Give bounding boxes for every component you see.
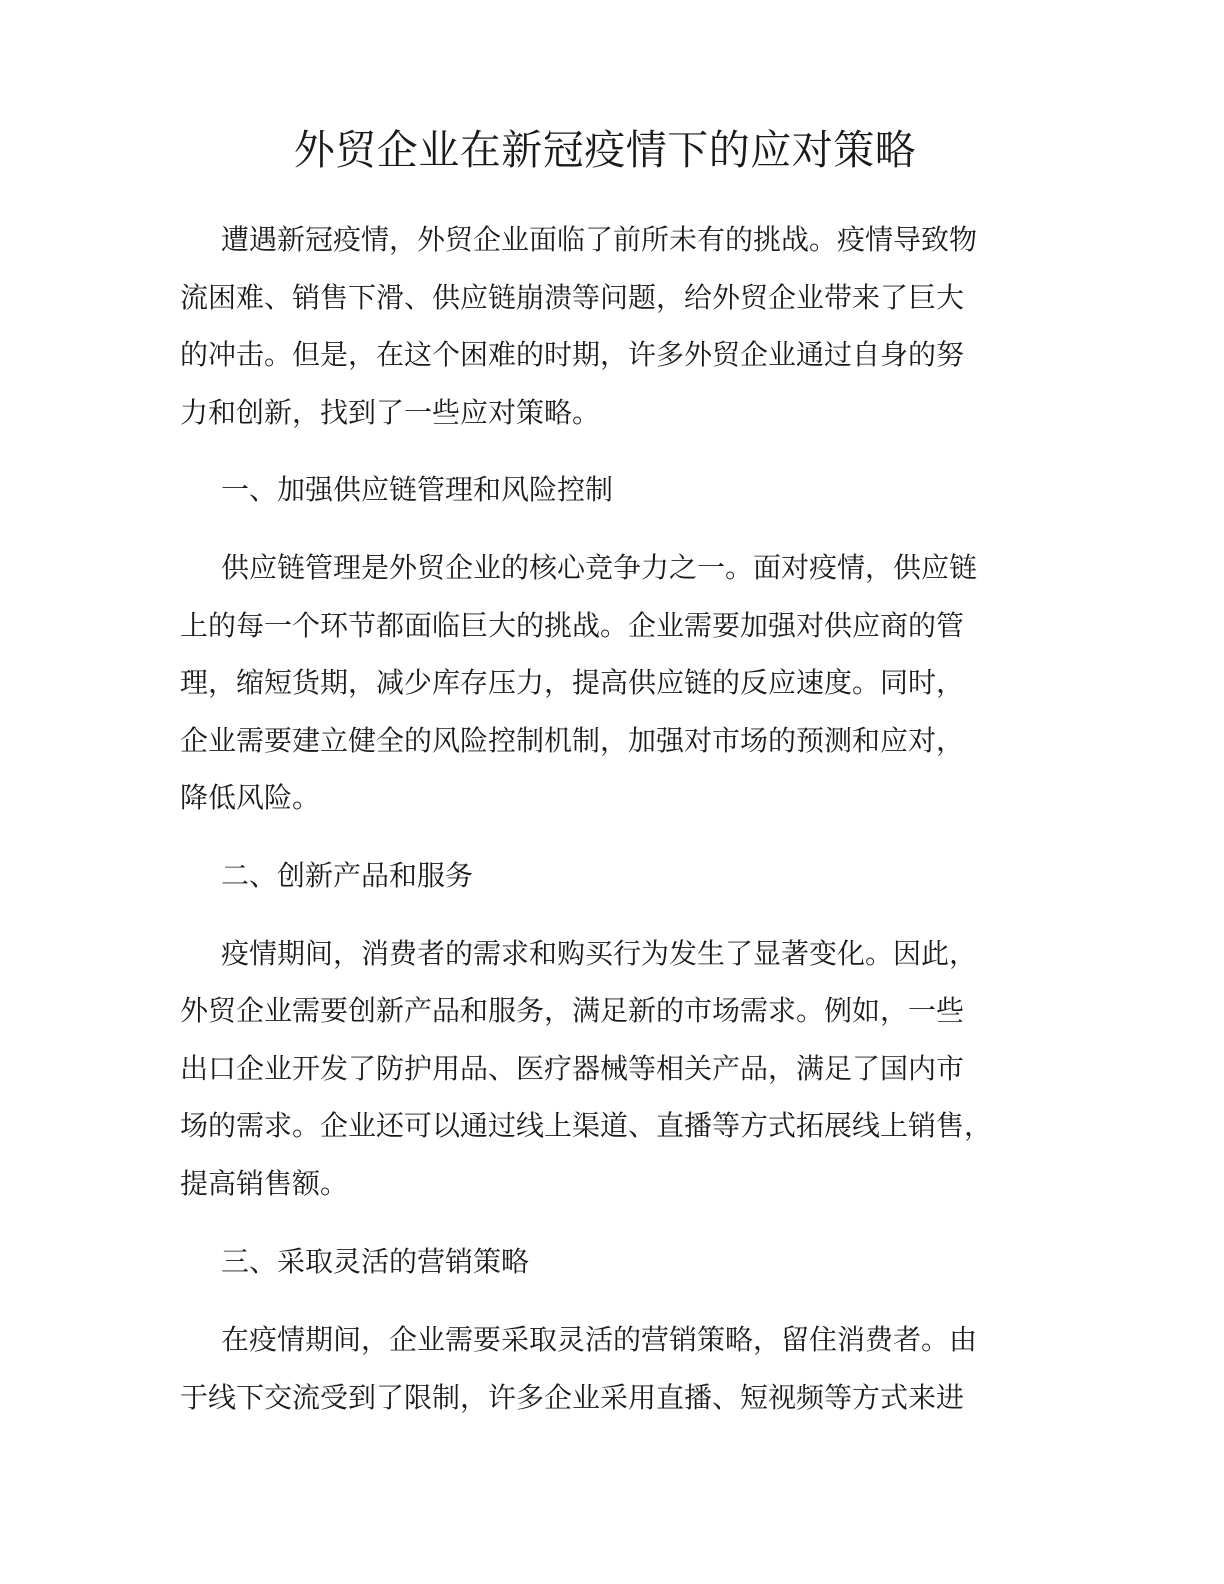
paragraph-line: 的冲击。但是，在这个困难的时期，许多外贸企业通过自身的努 <box>180 338 965 371</box>
paragraph-line: 出口企业开发了防护用品、医疗器械等相关产品，满足了国内市 <box>180 1052 965 1085</box>
paragraph-line: 遭遇新冠疫情，外贸企业面临了前所未有的挑战。疫情导致物 <box>221 223 978 256</box>
document-title: 外贸企业在新冠疫情下的应对策略 <box>293 126 917 174</box>
section-heading: 三、采取灵活的营销策略 <box>221 1245 530 1278</box>
paragraph-line: 疫情期间，消费者的需求和购买行为发生了显著变化。因此， <box>221 937 978 970</box>
section-heading: 二、创新产品和服务 <box>221 859 474 892</box>
paragraph-line: 在疫情期间，企业需要采取灵活的营销策略，留住消费者。由 <box>221 1323 978 1356</box>
paragraph-line: 降低风险。 <box>180 781 321 814</box>
paragraph-line: 外贸企业需要创新产品和服务，满足新的市场需求。例如，一些 <box>180 994 965 1027</box>
section-heading: 一、加强供应链管理和风险控制 <box>221 473 614 506</box>
paragraph-line: 上的每一个环节都面临巨大的挑战。企业需要加强对供应商的管 <box>180 609 965 642</box>
paragraph-line: 理，缩短货期，减少库存压力，提高供应链的反应速度。同时， <box>180 666 965 699</box>
paragraph-line: 供应链管理是外贸企业的核心竞争力之一。面对疫情，供应链 <box>221 551 978 584</box>
paragraph-line: 于线下交流受到了限制，许多企业采用直播、短视频等方式来进 <box>180 1381 965 1414</box>
paragraph-line: 企业需要建立健全的风险控制机制，加强对市场的预测和应对， <box>180 724 965 757</box>
paragraph-line: 力和创新，找到了一些应对策略。 <box>180 396 601 429</box>
paragraph-line: 流困难、销售下滑、供应链崩溃等问题，给外贸企业带来了巨大 <box>180 281 965 314</box>
paragraph-line: 场的需求。企业还可以通过线上渠道、直播等方式拓展线上销售， <box>180 1109 993 1142</box>
paragraph-line: 提高销售额。 <box>180 1167 349 1200</box>
